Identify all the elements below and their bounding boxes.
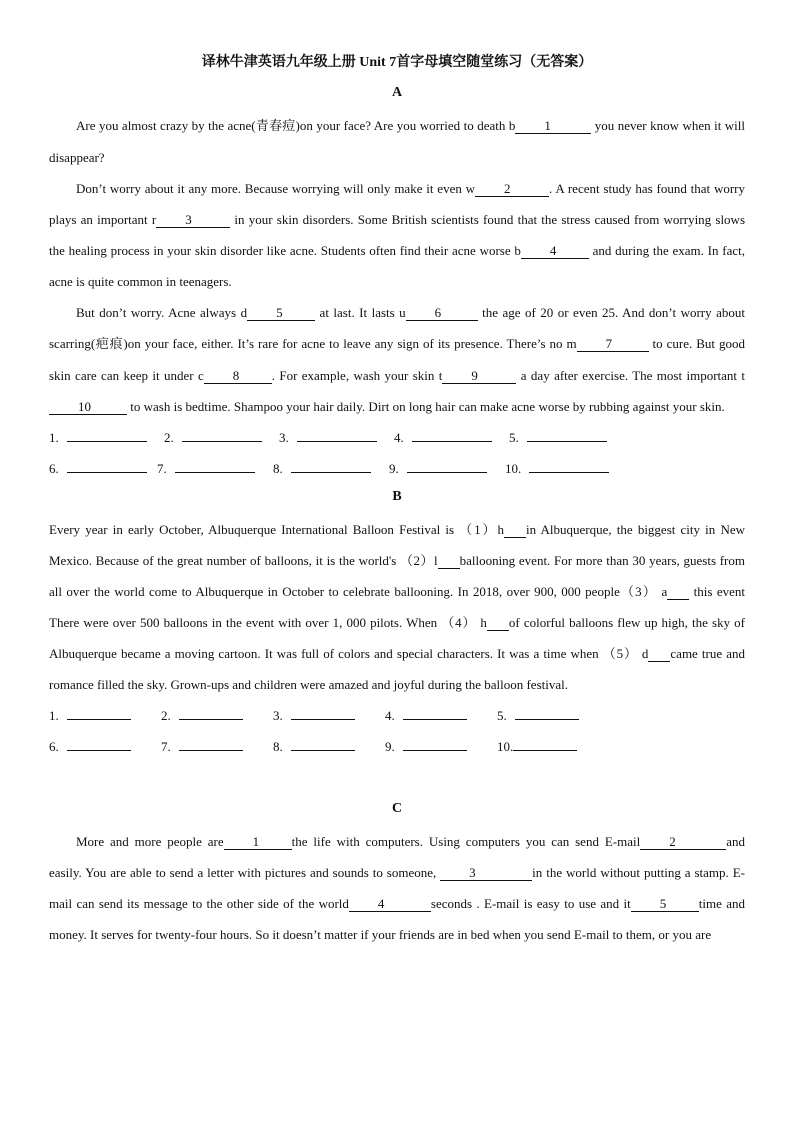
text: in your skin disorders. Some British scientists found that the stress caused from worrying slows the healing process in your skin disorder like acne. Students often find their acne worse b [49,212,746,258]
answer-blank[interactable] [67,705,131,720]
section-b-answers-row-2 [49,731,745,762]
text: Every year in early October, Albuquerque International Balloon Festival is （1）h [49,522,504,537]
text: this event There were over 500 balloons in the event with over 1, 000 pilots. When （4） h [49,584,745,630]
section-a-answers-row-1 [49,422,745,453]
section-a-paragraph-3 [49,297,745,422]
blank-c-2[interactable]: 2 [640,835,726,850]
text: to wash is bedtime. Shampoo your hair daily. Dirt on long hair can make acne worse by rubbing against your skin. [127,399,725,414]
answer-label: 1. [49,708,59,723]
page-title: 译林牛津英语九年级上册 Unit 7首字母填空随堂练习（无答案） [201,55,593,70]
answer-blank[interactable] [529,458,609,473]
answer-blank[interactable] [407,458,487,473]
blank-a-2[interactable]: 2 [475,182,549,197]
answer-blank[interactable] [291,705,355,720]
answer-item [157,453,273,484]
answer-label: 4. [385,708,395,723]
answer-blank[interactable] [297,427,377,442]
answer-item [509,422,624,453]
answer-label: 5. [509,430,519,445]
blank-c-4[interactable]: 4 [349,897,431,912]
text: ballooning event. For more than 30 years, guests from all over the world come to Albuquerque in October to celebrate ballooning. In 2018, over 900, 000 people（3） a [49,553,745,599]
text-cjk: 疤痕 [95,337,124,352]
text: you never know when it will disappear? [49,118,746,165]
text: in the world without putting a stamp. E-mail can send its message to the other side of the world [49,865,745,911]
section-b-heading: B [392,489,402,504]
answer-label: 10. [505,461,522,476]
answer-label: 3. [273,708,283,723]
text: came true and romance filled the sky. Grown-ups and children were amazed and joyful during the balloon festival. [49,646,745,692]
text: But don’t worry. Acne always d [76,305,248,320]
answer-label: 3. [279,430,289,445]
answer-label: 7. [157,461,167,476]
text: . For example, wash your skin t [271,368,443,383]
answer-blank[interactable] [412,427,492,442]
answer-label: 9. [385,739,395,754]
section-b-paragraph [49,514,745,700]
answer-item [273,731,385,762]
answer-blank[interactable] [513,736,577,751]
answer-label: 8. [273,461,283,476]
answer-label: 2. [164,430,174,445]
section-c-heading: C [391,801,403,816]
blank-a-8[interactable]: 8 [204,369,272,384]
answer-blank[interactable] [182,427,262,442]
text: to cure. But good skin care can keep it under c [49,336,745,383]
blank-a-7[interactable]: 7 [577,337,649,352]
blank-b-4[interactable] [487,616,509,631]
text: seconds . E-mail is easy to use and it [430,896,631,911]
text: . A recent study has found that worry plays an important r [49,181,745,227]
text: )on your face? Are you worried to death b [295,118,516,133]
answer-label: 9. [389,461,399,476]
answer-label: 6. [49,739,59,754]
text: of colorful balloons flew up high, the sky of Albuquerque became a moving cartoon. It was full of colors and special characters. It was a time when （5） d [49,615,746,661]
answer-item [385,731,497,762]
answer-blank[interactable] [67,458,147,473]
blank-a-3[interactable]: 3 [156,213,230,228]
answer-item [279,422,394,453]
text-cjk: 青春痘 [255,119,296,134]
text: Are you almost crazy by the acne( [76,118,256,133]
blank-b-1[interactable] [504,523,526,538]
blank-b-3[interactable] [667,585,689,600]
section-c-paragraph [49,826,745,950]
answer-blank[interactable] [403,736,467,751]
answer-blank[interactable] [179,705,243,720]
text: the life with computers. Using computers you can send E-mail [291,834,641,849]
blank-c-5[interactable]: 5 [631,897,699,912]
section-a-paragraph-2 [49,173,745,297]
answer-item [49,731,161,762]
blank-a-10[interactable]: 10 [49,400,127,415]
text: More and more people are [76,834,224,849]
text: a day after exercise. The most important t [516,368,745,383]
answer-item [49,700,161,731]
text: and during the exam. In fact, acne is quite common in teenagers. [49,243,745,289]
blank-a-9[interactable]: 9 [442,369,516,384]
answer-label: 6. [49,461,59,476]
answer-item [385,700,497,731]
text: at last. It lasts u [315,305,406,320]
answer-item [164,422,279,453]
text: )on your face, either. It’s rare for acne to leave any sign of its presence. There’s no m [123,336,577,351]
section-a-answers-row-2 [49,453,745,484]
answer-item [497,731,609,762]
answer-item [49,453,157,484]
answer-label: 10. [497,739,514,754]
text: in Albuquerque, the biggest city in New Mexico. Because of the great number of balloons, it is the world's （2）l [49,522,745,568]
answer-blank[interactable] [291,736,355,751]
answer-item [49,422,164,453]
answer-blank[interactable] [179,736,243,751]
blank-a-4[interactable]: 4 [521,244,589,259]
answer-item [273,453,389,484]
blank-b-5[interactable] [648,647,670,662]
answer-blank[interactable] [291,458,371,473]
blank-a-1[interactable]: 1 [515,119,591,134]
blank-c-1[interactable]: 1 [224,835,292,850]
answer-item [497,700,609,731]
blank-c-3[interactable]: 3 [440,866,532,881]
section-a-paragraph-1 [49,110,745,173]
answer-blank[interactable] [175,458,255,473]
answer-label: 2. [161,708,171,723]
answer-blank[interactable] [67,427,147,442]
answer-label: 4. [394,430,404,445]
text: Don’t worry about it any more. Because worrying will only make it even w [76,181,476,196]
answer-blank[interactable] [527,427,607,442]
answer-label: 7. [161,739,171,754]
blank-b-2[interactable] [438,554,460,569]
answer-item [394,422,509,453]
answer-item [273,700,385,731]
blank-a-6[interactable]: 6 [406,306,478,321]
answer-item [389,453,505,484]
text: the age of 20 or even 25. And don’t worry about scarring( [49,305,745,351]
answer-blank[interactable] [403,705,467,720]
answer-blank[interactable] [67,736,131,751]
text: time and money. It serves for twenty-four hours. So it doesn’t matter if your friends are in bed when you send E-mail to them, or you are [49,896,745,942]
section-a-heading: A [391,85,403,100]
answer-label: 5. [497,708,507,723]
answer-label: 8. [273,739,283,754]
text: and easily. You are able to send a letter with pictures and sounds to someone, [49,834,745,880]
answer-label: 1. [49,430,59,445]
answer-item [161,731,273,762]
section-b-answers-row-1 [49,700,745,731]
section-spacer [49,762,745,796]
answer-item [505,453,621,484]
blank-a-5[interactable]: 5 [247,306,315,321]
answer-item [161,700,273,731]
answer-blank[interactable] [515,705,579,720]
